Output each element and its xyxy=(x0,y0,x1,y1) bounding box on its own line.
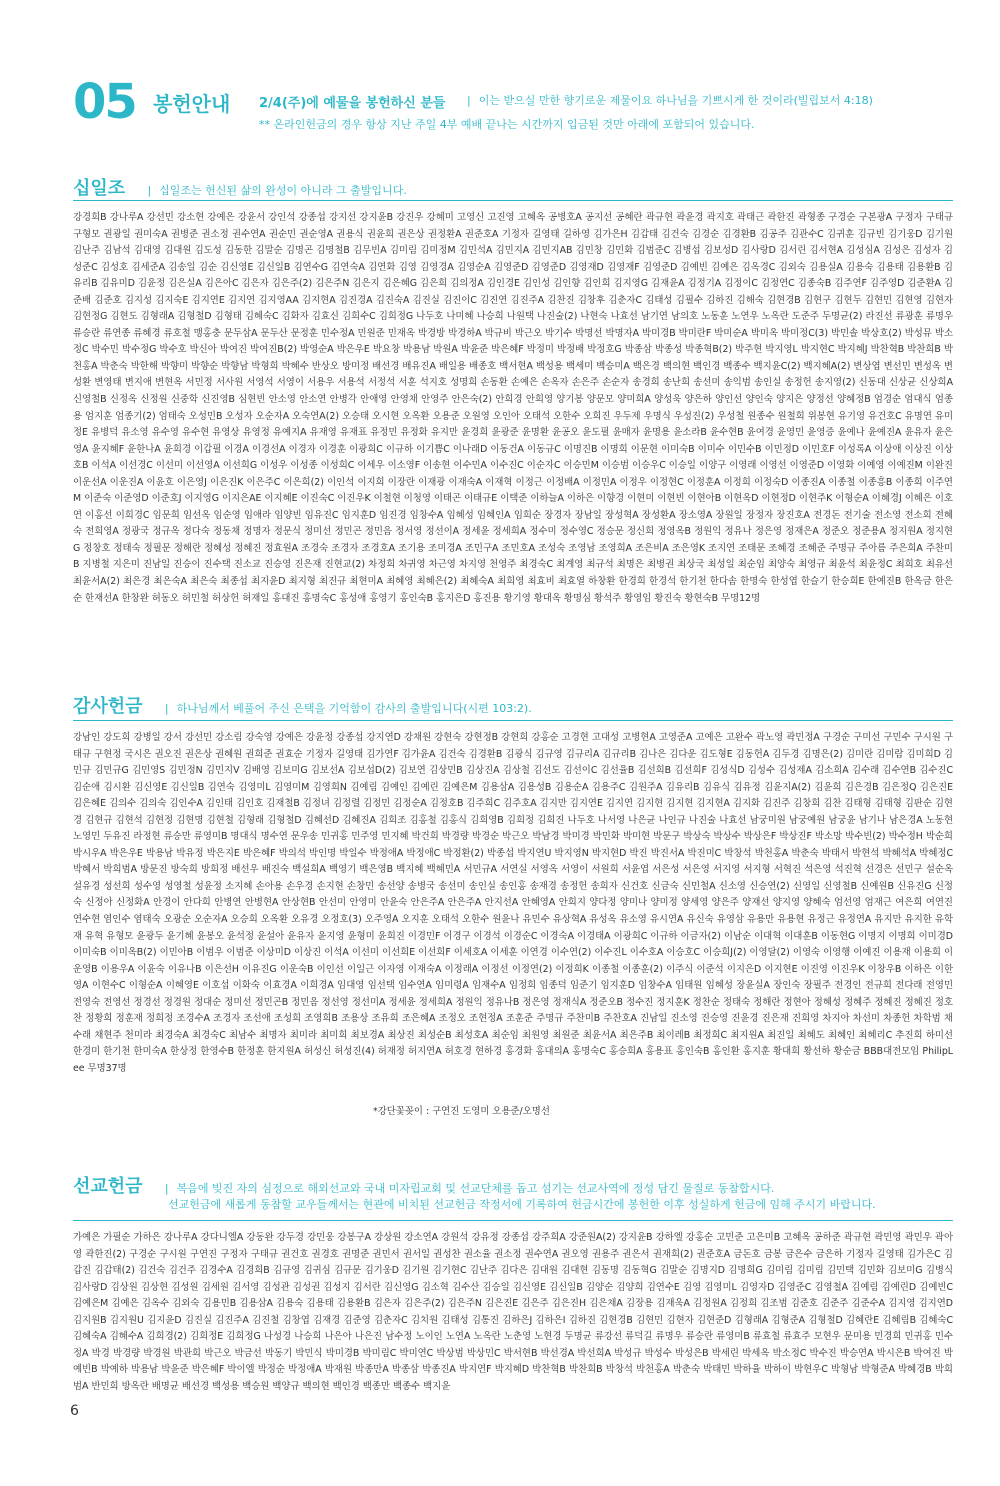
mission-heading xyxy=(73,1172,774,1198)
page-number: 6 xyxy=(70,1403,79,1419)
thanks-names: 강남인 강도희 강병일 강서 강선민 강소림 강숙영 강예은 강윤정 강종섭 강지연D 강채원 강현숙 강현정B 강현희 강홍순 고경현 고대성 고병현A 고영준A 고예은 고완수 곽노영 곽민정A 구경순 구미선 구민수 구시원 구태규 구현정 국시은 권오진 권은상 권혜원 권희준 권효순 기정자 길영태 김가연F 김가윤A 김건숙 김경환B 김광식 김규영 김규리A 김규리B 김나은 김다운 김도형E 김동헌A 김두경 김명은(2) 김미란 김미람 김미희D 김민규 김민규G 김민영S 김민정N 김민지V 김배영 김보미G 김보선A 김보섭D(2) 김보연 김상민B 김상진A 김상철 김선도 김선이C 김선율B 김선희B 김선희F 김성식D 김성수 김성제A 김소희A 김수래 김수연B 김수진C 김순애 김시환 김신영E 김신일B 김연숙 김영미L 김영미M 김영희N 김예림 김예인 김예린 김예은M 김용삼A 김용성B 김용순A 김용주C 김원주A 김유리B 김유식 김유정 김윤지A(2) 김윤희 김은경B 김은정Q 김은진E 김은혜E 김의수 김의숙 김인수A 김인태 김인호 김재철B 김정녀 김정렬 김정민 김정순A 김정호B 김주희C 김주호A 김지만 김지연E 김지연 김지현 김지현 김지현A 김지화 김진주 김창희 김찬 김태형 김태형 김판순 김현경 김현규 김현석 김현정 김현명 김현철 김형래 김형철D 김혜선D 김혜진A 김희조 김홍철 김홍식 김희영B 김희정 김희진 나두호 나서영 나은균 나인규 나진술 나효선 남궁미원 남궁예원 남궁윤 남기나 남은경A 노동현 노영민 두유진 라정현 류승만 류영미B 명대식 명수연 문우송 민귀홍 민주영 민지혜 박건희 박경량 박경순 박근오 박남경 박미경 박민화 박미현 박문구 박상숙 박상수 박상은F 박상진F 박소망 박수빈(2) 박수정H 박순희 박시우A 박은우E 박용남 박유정 박은지E 박은혜F 박의석 박인명 박일수 박정애A 박정애C 박정환(2) 박종섭 박지연U 박지영N 박지현D 박진 박진서A 박진미C 박창석 박천홍A 박춘숙 박태서 박현석 박혜석A 박혜정C 박혜서 박희범A 방문진 방숙희 방희정 배선우 배진숙 백설희A 백영기 백은영B 백지혜 백혜민A 서민규A 서연실 서영옥 서영이 서원희 서윤엽 서은성 서은영 서지영 서지형 서혁진 석은영 석진혁 선경은 선민구 설순옥 설유경 성선희 성수영 성영철 성윤정 소지혜 손아용 손우경 손지현 손창민 송선양 송병국 송선미 송인실 송인홍 송재경 송정헌 송희자 신건호 신금숙 신민철A 신소영 신승연(2) 신영일 신영철B 신예원B 신유진G 신정숙 신정아 신정화A 안경이 안다희 안병연 안병현A 안상현B 안선미 안영미 안윤숙 안은주A 안은주A 안지선A 안혜영A 안희지 양다정 양미나 양미정 양세영 양은주 양재선 양지영 양혜숙 엄선영 엄재근 여은희 여연진 연수현 염인수 염태숙 오광순 오순자A 오승희 오옥환 오유경 오정호(3) 오주영A 오지훈 오태석 오한수 원윤나 유민수 유상혁A 유성옥 유소영 유시연A 유신숙 유영삼 유용만 유용현 유정근 유정연A 유지만 유지한 유학재 유혁 유형모 윤광두 윤기혜 윤봉오 윤석정 윤설아 윤유자 윤지영 윤형미 윤희진 이경민F 이경구 이경석 이경순C 이경숙A 이경태A 이광희C 이규하 이금자(2) 이남순 이대혁 이대훈B 이동현G 이명지 이명희 이미경D 이미숙B 이미옥B(2) 이민아B 이범우 이범준 이상미D 이상진 이석A 이선미 이선희E 이선희F 이세호A 이세훈 이연경 이수연(2) 이수진L 이수호A 이승호C 이승희J(2) 이영달(2) 이영숙 이영행 이예진 이용재 이용희 이운영B 이용우A 이윤숙 이유나B 이은선H 이유진G 이운숙B 이인선 이일근 이자영 이재숙A 이정래A 이정선 이정연(2) 이정희K 이종철 이종훈(2) 이주식 이준석 이지은D 이지현E 이진영 이진우K 이창우B 이하은 이한영A 이현수C 이형순A 이혜영E 이호섭 이화숙 이효경A 이희경A 임대영 임선택 임수연A 임미령A 임재수A 임정희 임종덕 임준기 임지훈D 임창수A 임태원 임혜성 장윤실A 장인숙 장필주 전경인 전규희 전다래 전영민 전영숙 전영선 정경선 정경원 정대순 정미선 정민곤B 정민음 정선영 정선미A 정세윤 정세희A 정원익 정유나B 정은영 정재식A 정준오B 정수진 정지훈K 정찬순 정태숙 정해란 정현아 정혜성 정혜주 정혜진 정혜진 정호찬 정황희 정훈재 정희정 조경수A 조경자 조선애 조성희 조영희B 조용상 조유희 조은혜A 조정오 조현정A 조훈준 주명규 주찬미B 주찬호A 진남일 진소영 진승영 진윤경 진은재 진희영 차지아 차선미 차종헌 차학범 채수래 채현주 천미라 최경숙A 최경숙C 최남수 최명자 최미라 최미희 최보경A 최상진 최성순B 최성호A 최순임 최원영 최원준 최윤서A 최은주B 최이레B 최정희C 최지원A 최진일 최혜도 최혜인 최혜리C 추진희 하미선 한경미 한기천 한미숙A 한상정 한영수B 한정훈 한지원A 허성신 허성진(4) 허재정 허지연A 허호경 현하경 홍경화 홍대의A 홍명숙C 홍승희A 홍용표 홍인숙B 홍인환 홍지훈 황대희 황선하 황순금 BBB대전모임 PhilipLee 무명37명 xyxy=(73,732,953,1074)
section-description-text: 이는 받으실 만한 향기로운 제물이요 하나님을 기쁘시게 한 것이라(빌립보서 4:18) xyxy=(478,94,873,107)
online-offering-note: ** 온라인헌금의 경우 항상 지난 주일 4부 예배 끝나는 시간까지 입금된 것만 아래에 포함되어 있습니다. xyxy=(259,118,755,131)
thanks-title: 감사헌금 xyxy=(73,696,143,717)
mission-subtitle xyxy=(157,1182,775,1195)
tithe-title: 십일조 xyxy=(73,178,126,199)
mission-title: 선교헌금 xyxy=(73,1176,143,1197)
divider-bar: | xyxy=(467,94,471,107)
mission-rule xyxy=(73,1220,953,1221)
tithe-heading xyxy=(73,174,407,200)
divider-bar: | xyxy=(164,702,169,715)
tithe-rule xyxy=(73,200,953,201)
section-subtitle-text: 2/4(주)에 예물을 봉헌하신 분들 xyxy=(259,96,446,111)
mission-subtitle-2: 선교헌금에 새롭게 동참할 교우들께서는 현관에 비치된 선교헌금 작정서에 기록하여 헌금시간에 봉헌한 이후 성실하게 헌금에 임해 주시기 바랍니다. xyxy=(168,1198,876,1211)
section-subtitle xyxy=(259,92,445,111)
tithe-names: 강경희B 강나루A 강선민 강소현 강예은 강윤서 강인석 강종섭 강지선 강지윤B 강진우 강혜미 고영신 고진영 고혜옥 공병호A 공지선 공혜란 곽규현 곽윤경 곽지호 곽태근 곽한진 곽형종 구경순 구본광A 구정자 구태규 구형모 권광일 권미숙A 권병준 권소정 권수연A 권순민 권순영A 권용식 권윤희 권은상 권정환A 권준호A 기정자 길영태 길하영 김가은H 김갑태 김건숙 김경순 김경환B 김공주 김관수C 김귀훈 김규빈 김기웅D 김기원 김난주 김남석 김대영 김대원 김도성 김동한 김말순 김명곤 김명철B 김무빈A 김미림 김미정M 김민석A 김민지A 김민지AB 김민창 김민화 김범준C 김병섭 김보성D 김사랑D 김서린 김서현A 김성심A 김성은 김성자 김성준C 김성호 김세준A 김송일 김순 김신영E 김신일B 김연수G 김연숙A 김연화 김영 김영경A 김영순A 김영준D 김영준D 김영재D 김영재F 김영준D 김예빈 김예은 김옥경C 김외숙 김용실A 김용숙 김용태 김용환B 김유리B 김유미D 김윤정 김은실A 김은아C 김은자 김은주(2) 김은주N 김은지 김은혜G 김은희 김의정A 김인경E 김인성 김인향 김인희 김지영G 김재윤A 김정기A 김정이C 김정연C 김종숙B 김주연F 김주영D 김준환A 김준배 김준호 김지성 김지숙E 김지연E 김지연 김지영AA 김지현A 김진경A 김진숙A 김진실 김진이C 김진연 김진주A 김찬진 김창후 김춘자C 김태성 김필수 김하진 김해숙 김현경B 김현구 김현두 김현민 김현영 김현자 김현정G 김현도 김형래A 김형철D 김형태 김혜숙C 김화자 김효신 김희수C 김희정G 나두호 나미혜 나승희 나원택 나진술(2) 나현숙 나효선 남기연 남의호 노동훈 노연우 노옥란 도준주 두명균(2) 라진선 류광훈 류명우 류승란 류연종 류혜경 류호철 맹홍충 문두삼A 문두산 문정훈 민수정A 민원준 민재옥 박경방 박경하A 박규비 박근오 박기수 박명선 박명자A 박미경B 박미란F 박미순A 박미옥 박미정C(3) 박민솔 박상호(2) 박성뮤 박소정C 박수민 박수정G 박수호 박신아 박여진 박여진B(2) 박영순A 박은우E 박요창 박용남 박원A 박윤준 박은혜F 박정미 박정배 박정호G 박종삼 박종성 박종혁B(2) 박주현 박지영L 박지현C 박지혜J 박찬혁B 박찬희B 박천홍A 박춘숙 박한해 박향미 박향순 박향남 박형희 박혜수 반상오 방미정 배선경 배유진A 배일용 배종호 백서현A 백성용 백세미 백승미A 백은경 백의현 백인경 백종수 백지윤C(2) 백지혜A(2) 변상엽 변선민 변성옥 변성환 변영태 변지애 변현옥 서민정 서사원 서영석 서영이 서용우 서용석 서정석 서훈 석지호 성명희 손동환 손예은 손옥자 손은주 손순자 송경희 송난희 송선미 송익범 송인실 송정헌 송지영(2) 신동대 신상균 신상희A 신영철B 신정옥 신정원 신중학 신진영B 심현빈 안소영 안소연 안병각 안애영 안영채 안영주 안은숙(2) 안희경 안희영 양기봉 양문모 양미희A 양성욱 양은하 양인선 양인숙 양지은 양정선 양혜정B 엄경순 엄대식 엄종용 엄지훈 엄종기(2) 엄태숙 오성민B 오성자 오순자A 오숙연A(2) 오승태 오시현 오옥환 오용준 오원영 오인아 오태석 오한수 오희진 우두제 우명식 우성진(2) 우성철 원종수 원철희 위봉현 유기영 유건호C 유명연 유미정E 유병덕 유소영 유수영 유수현 유영상 유영정 유예지A 유재영 유재표 유정민 유정화 유지만 윤경희 윤광준 윤명환 윤공오 윤도필 윤매자 윤명용 윤소라B 윤수현B 윤여경 윤영민 윤영증 윤예나 윤예진A 윤유자 윤은영A 윤지혜F 윤한나A 윤희경 이갑필 이경A 이경선A 이경자 이경훈 이광희C 이규하 이기쁨C 이나래D 이동건A 이동규C 이명진B 이명희 이문현 이미숙B 이미수 이민수B 이민정D 이민호F 이성록A 이상애 이상진 이상호B 이석A 이선경C 이선미 이선영A 이선희G 이성우 이성종 이성희C 이세우 이소영F 이송현 이수민A 이수진C 이순자C 이승민M 이승범 이승우C 이승일 이양구 이영래 이영선 이영준D 이영화 이예영 이예진M 이완진 이운선A 이운진A 이윤호 이은영J 이은진K 이은주C 이은희(2) 이인석 이지희 이장란 이재광 이재숙A 이재혁 이정근 이정배A 이정민A 이정우 이정현C 이정훈A 이정희 이정숙D 이종진A 이종철 이종흥B 이종희 이주연M 이준숙 이준영D 이준호J 이지영G 이지은AE 이지혜E 이진숙C 이진우K 이철현 이청영 이태곤 이태규E 이택준 이하늘A 이하은 이향경 이현미 이현빈 이현아B 이현옥D 이현정D 이현주K 이형순A 이혜경J 이혜은 이호연 이홍선 이희경C 임문희 임선옥 임순영 임애라 임양빈 임유진C 임지훈D 임진경 임창수A 임혜성 임혜인A 임희순 장경자 장남일 장성혁A 장성환A 장소영A 장원일 장정자 장진호A 전경돈 전기술 전소영 전소희 전혜숙 전희영A 정광국 정규옥 정다숙 정동채 정명자 정문식 정미선 정민곤 정민음 정서영 정선이A 정세윤 정세희A 정수미 정수영C 정승문 정신희 정영옥B 정원익 정유나 정은영 정재은A 정준오 정준용A 정지원A 정지현G 정창호 정태숙 정필문 정해란 정혜성 정혜진 정효원A 조경숙 조경자 조경호A 조기용 조미경A 조민구A 조민호A 조성숙 조영남 조영희A 조은비A 조은영K 조지연 조태문 조혜경 조혜준 주명규 주아름 주은희A 주찬미B 지병철 지은미 진남일 진승이 진수택 진소교 진승영 진은재 진현교(2) 차정희 차귀영 차근영 차지영 천영주 최경숙C 최계영 최규석 최명은 최병권 최상국 최성일 최순임 최양숙 최영규 최윤석 최윤정C 최희호 최유선 최윤서A(2) 최은경 최은숙A 최은숙 최종섭 최지윤D 최지형 최진규 최현미A 최혜영 최혜은(2) 최혜숙A 최희영 최효비 최효열 하창환 한경희 한경석 한기천 한다솜 한명숙 한성엽 한슬기 한승희E 한예진B 한옥금 한은순 한재선A 한창완 허동오 허민철 허상헌 허재일 홍대진 홍명숙C 홍성애 홍영기 홍인숙B 홍지은D 홍진용 황기영 황대옥 황명심 황석주 황영임 황진숙 황현숙B 무명12명 xyxy=(73,212,953,604)
mission-names: 가예은 가필순 가하은 강나루A 강다니엘A 강동완 강두경 강민웅 강봉구A 강상원 강소연A 강원석 강유정 강종섭 강주희A 강준원A(2) 강지윤B 강하엘 강홍순 고민준 고은미B 고혜옥 공하준 곽규현 곽민영 곽민우 곽아영 곽한진(2) 구경순 구시원 구연진 구정자 구태규 권건호 권경호 권명준 권민서 권서일 권성찬 권소율 권소정 권수연A 권오영 권용주 권은서 권재희(2) 권준호A 금돈호 금봉 금은수 금은하 기정자 길영태 김가은C 김갑진 김갑태(2) 김건숙 김건주 김경수A 김경희B 김규영 김귀심 김규문 김기웅D 김기원 김기현C 김난주 김다은 김대원 김대현 김동명 김동혁G 김말순 김명지D 김명희G 김미림 김미림 김민택 김민화 김보미G 김병식 김사랑D 김상원 김상현 김성원 김세원 김서영 김성관 김성권 김성지 김서란 김신영G 김소혁 김수산 김승일 김신영E 김신일B 김양순 김양희 김연수E 김영 김영미L 김영자D 김영준C 김영철A 김예림 김예린D 김예빈C 김예은M 김예은 김옥수 김외숙 김용민B 김용삼A 김용숙 김용태 김용환B 김은자 김은주(2) 김은주N 김은진E 김은주 김은진H 김은채A 김장용 김재욱A 김정원A 김정희 김조범 김준호 김준주 김준수A 김지영 김지연D 김지원B 김지원U 김지윤D 김진실 김진주A 김진철 김창엽 김재경 김준영 김춘자C 김치원 김태성 김통진 김하은J 김하은I 김하진 김현경B 김현민 김현자 김현준D 김형래A 김형준A 김형철D 김혜란E 김혜림B 김혜숙C 김혜숙A 김혜수A 김희경(2) 김희정E 김희정G 나성경 나승희 나은아 나은진 남수정 노이인 노연A 노옥란 노춘영 노현경 두명균 류강선 류덕길 류명우 류승란 류영미B 류효철 류효주 모현우 문미용 민경희 민귀홍 민수정A 박경 박경량 박경원 박관희 박근오 박금선 박동기 박민식 박미경B 박미림C 박미연C 박상범 박상민C 박서현B 박선경A 박선희A 박성규 박성수 박성은B 박세린 박세옥 박소정C 박수진 박승연A 박시은B 박여진 박예빈B 박예하 박용남 박윤준 박은혜F 박이엘 박정순 박정애A 박재원 박종만A 박종삼 박종진A 박지연F 박지혜D 박찬혁B 박찬희B 박창석 박천홍A 박춘숙 박태민 박하율 박하이 박현우C 박형남 박형준A 박혜경B 박희범A 반민희 방옥란 배명균 배선경 백성용 백승원 백양규 백의현 백인경 백종만 백종수 백지윤 xyxy=(73,1232,953,1392)
section-description xyxy=(459,92,873,108)
thanks-subtitle-text: 하나님께서 베풀어 주신 은택을 기억함이 감사의 출발입니다(시편 103:2). xyxy=(176,702,532,715)
tithe-subtitle-text: 십일조는 헌신된 삶의 완성이 아니라 그 출발입니다. xyxy=(159,184,407,197)
thanks-subtitle xyxy=(157,702,532,715)
section-number: 05 xyxy=(73,74,136,130)
thanks-rule xyxy=(73,720,953,721)
tithe-subtitle xyxy=(139,184,406,197)
flower-footnote: *강단꽃꽂이 : 구연진 도영미 오용준/오명선 xyxy=(373,1106,550,1117)
section-header xyxy=(73,74,953,140)
divider-bar: | xyxy=(164,1182,169,1195)
divider-bar: | xyxy=(147,184,152,197)
thanks-heading xyxy=(73,692,532,718)
section-title: 봉헌안내 xyxy=(153,92,231,116)
mission-subtitle-text: 복음에 빚진 자의 심정으로 해외선교와 국내 미자립교회 및 선교단체를 돕고 섬기는 선교사역에 정성 담긴 물질로 동참합시다. xyxy=(176,1182,775,1195)
